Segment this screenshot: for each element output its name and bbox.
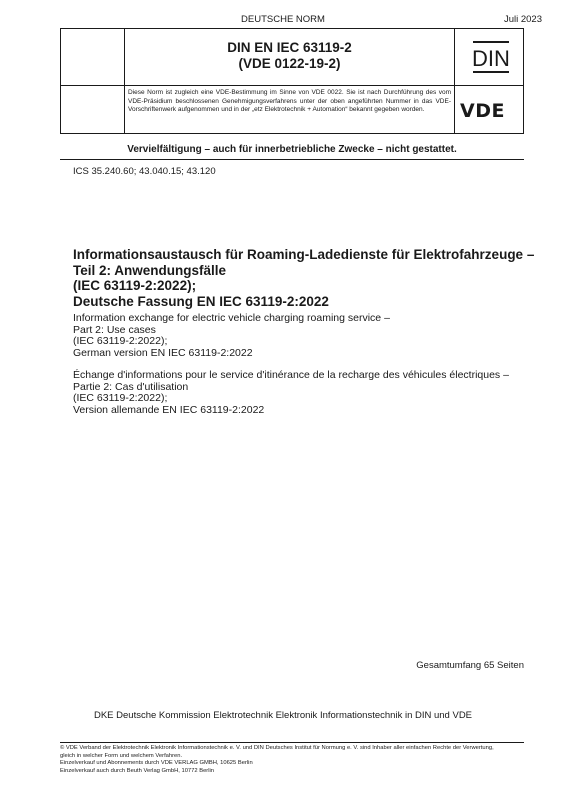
title-french-line: (IEC 63119-2:2022); [73, 392, 168, 404]
vde-block [60, 86, 524, 134]
title-english-line: Information exchange for electric vehicle charging roaming service – [73, 312, 390, 324]
divider [60, 742, 524, 743]
din-standard-number: DIN EN IEC 63119-2 [227, 40, 352, 55]
total-pages: Gesamtumfang 65 Seiten [416, 660, 524, 671]
ics-codes: ICS 35.240.60; 43.040.15; 43.120 [73, 166, 216, 177]
din-logo-text: DIN [472, 46, 510, 71]
title-french [73, 370, 543, 416]
copyright-line: © VDE Verband der Elektrotechnik Elektronik Informationstechnik e. V. und DIN Deutsches Institut für Normung e. V. sind Inhaber aller einfachen Rechte der Verwertung, [60, 745, 494, 751]
copyright-footer [60, 745, 540, 775]
title-french-line: Partie 2: Cas d'utilisation [73, 380, 189, 393]
vde-logo-cell [455, 86, 525, 133]
vde-note-cell [125, 86, 455, 133]
copyright-line: gleich in welcher Form und welchem Verfahren. [60, 752, 183, 759]
committee-name: DKE Deutsche Kommission Elektrotechnik Elektronik Informationstechnik in DIN und VDE [93, 710, 473, 721]
standard-number-cell [125, 29, 455, 85]
title-english-line: German version EN IEC 63119-2:2022 [73, 346, 253, 359]
standard-number [125, 40, 454, 72]
title-french-line: Version allemande EN IEC 63119-2:2022 [73, 403, 265, 416]
title-block [60, 28, 524, 86]
title-german-line: Teil 2: Anwendungsfälle [73, 262, 227, 278]
title-english-line: (IEC 63119-2:2022); [73, 335, 168, 347]
title-german-line: (IEC 63119-2:2022); [73, 278, 197, 293]
vde-logo-icon: VDE [460, 100, 505, 122]
title-german-line: Deutsche Fassung EN IEC 63119-2:2022 [73, 293, 329, 309]
publication-date: Juli 2023 [503, 14, 542, 25]
title-german [73, 247, 533, 309]
sales-line: Einzelverkauf und Abonnements durch VDE VERLAG GMBH, 10625 Berlin [60, 760, 253, 766]
vde-standard-number: (VDE 0122-19-2) [238, 56, 341, 71]
blank-cell [61, 29, 125, 85]
divider [60, 159, 524, 160]
reproduction-notice: Vervielfältigung – auch für innerbetriebliche Zwecke – nicht gestattet. [127, 144, 457, 155]
din-logo-icon [471, 39, 511, 75]
title-french-line: Échange d'informations pour le service d'itinérance de la recharge des véhicules électriques – [73, 369, 509, 381]
blank-cell [61, 86, 125, 133]
title-german-line: Informationsaustausch für Roaming-Ladedienste für Elektrofahrzeuge – [73, 247, 535, 262]
document-series: DEUTSCHE NORM [241, 14, 325, 25]
title-english-line: Part 2: Use cases [73, 323, 156, 336]
vde-note: Diese Norm ist zugleich eine VDE-Bestimmung im Sinne von VDE 0022. Sie ist nach Durchführung des vom VDE-Präsidium beschlossenen Genehmigungsverfahrens unter der oben angeführten Nummer in das VDE-Vorschriftenwerk aufgenommen und in der „etz Elektrotechnik + Automation“ bekannt gegeben worden. [128, 89, 451, 113]
din-logo-cell [455, 29, 525, 85]
sales-line: Einzelverkauf auch durch Beuth Verlag GmbH, 10772 Berlin [60, 767, 215, 774]
title-english [73, 313, 533, 359]
